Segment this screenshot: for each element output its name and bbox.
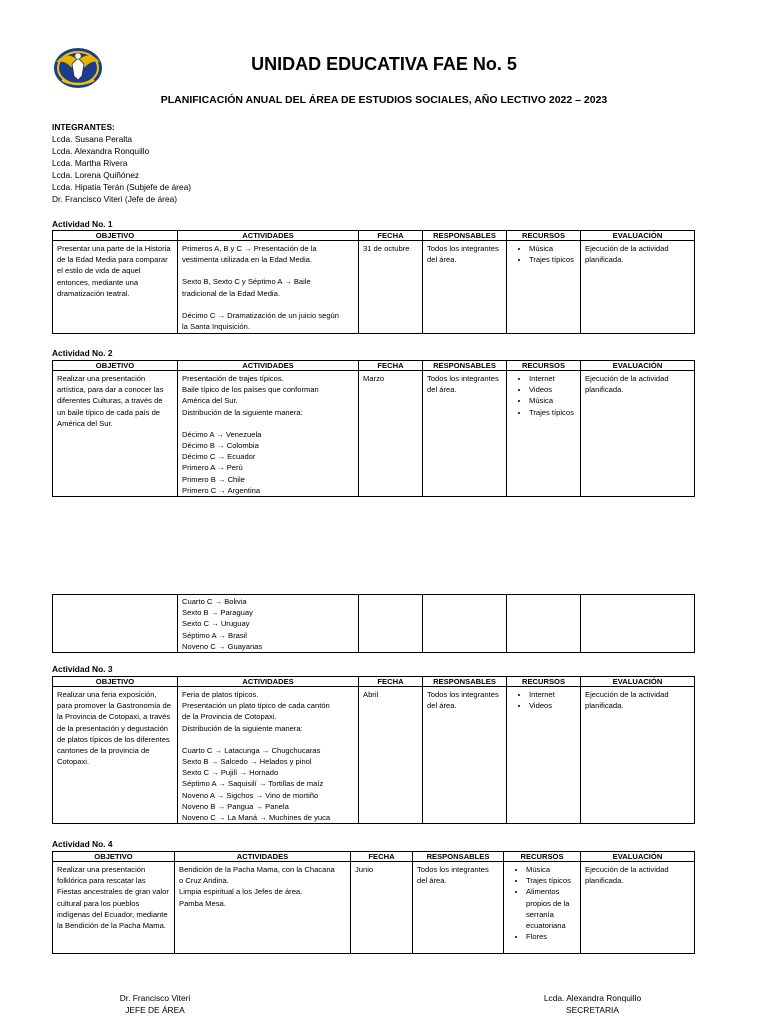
col-header-objetivo: OBJETIVO [53,677,178,687]
actividades-cell [178,595,359,653]
col-header-responsables: RESPONSABLES [423,677,507,687]
objetivo-cell: Presentar una parte de la Historia de la Edad Media para comparar el estilo de vida de aquel entonces, mediante una dramatización teatral. [53,241,178,334]
actividad-line: Décimo A → Venezuela [182,429,262,439]
col-header-responsables: RESPONSABLES [423,361,507,371]
actividades-cell [175,862,351,954]
fecha-cell: Abril [359,687,423,824]
signature-role: SECRETARIA [566,1005,619,1015]
col-header-objetivo: OBJETIVO [53,231,178,241]
activity-2-continuation-table [52,594,695,653]
evaluacion-cell: Ejecución de la actividad planificada. [581,371,695,497]
recurso-item: • Videos [529,700,576,711]
recursos-list [511,373,576,418]
signature-block-secretaria [520,992,665,1016]
actividades-cell [178,687,359,824]
col-header-recursos: RECURSOS [507,677,581,687]
table-row [53,595,695,653]
document-title: UNIDAD EDUCATIVA FAE No. 5 [251,54,517,74]
recursos-list [508,864,576,942]
activity-2-label: Actividad No. 2 [52,348,113,358]
fecha-cell: Marzo [359,371,423,497]
actividad-line: de la Provincia de Cotopaxi. [182,712,277,722]
fecha-cell: Junio [351,862,413,954]
table-row [53,371,695,497]
col-header-responsables: RESPONSABLES [423,231,507,241]
actividad-line: tradicional de la Edad Media. [182,288,280,298]
col-header-responsables: RESPONSABLES [413,852,504,862]
activity-3-table [52,676,695,824]
actividad-line: Primeros A, B y C → Presentación de la [182,244,317,253]
col-header-recursos: RECURSOS [507,231,581,241]
table-header-row [53,677,695,687]
actividad-line: América del Sur. [182,396,238,406]
actividad-line: Primero B → Chile [182,474,245,484]
table-row [53,687,695,824]
actividades-cell [178,371,359,497]
col-header-evaluacion: EVALUACIÓN [581,677,695,687]
recurso-item: • Música [529,243,576,254]
actividad-line: Sexto B → Salcedo → Helados y pinol [182,757,312,767]
col-header-fecha: FECHA [351,852,413,862]
recurso-item: • Internet [529,373,576,384]
col-header-fecha: FECHA [359,361,423,371]
activity-4-table [52,851,695,954]
responsables-cell: Todos los integrantes del área. [423,371,507,497]
col-header-actividades: ACTIVIDADES [178,231,359,241]
actividad-line: Sexto C → Uruguay [182,619,250,629]
activity-2-table [52,360,695,497]
recursos-list [511,243,576,265]
col-header-actividades: ACTIVIDADES [178,361,359,371]
signature-block-jefe [95,992,215,1016]
responsables-cell [423,595,507,653]
evaluacion-cell: Ejecución de la actividad planificada. [581,241,695,334]
evaluacion-cell: Ejecución de la actividad planificada. [581,687,695,824]
col-header-recursos: RECURSOS [504,852,581,862]
members-list [52,121,191,205]
table-row [53,241,695,334]
document-subtitle: PLANIFICACIÓN ANUAL DEL ÁREA DE ESTUDIOS SOCIALES, AÑO LECTIVO 2022 – 2023 [160,94,608,106]
col-header-evaluacion: EVALUACIÓN [581,361,695,371]
recurso-item: • Música [526,864,576,875]
col-header-fecha: FECHA [359,231,423,241]
actividad-line: Sexto B → Paraguay [182,608,253,618]
objetivo-cell: Realizar una presentación artística, para dar a conocer las diferentes Culturas, a través de un baile típico de cada país de América del Sur. [53,371,178,497]
actividad-line: vestimenta utilizada en la Edad Media. [182,255,313,265]
activity-1-table [52,230,695,334]
evaluacion-cell [581,595,695,653]
actividad-line: Séptimo A → Brasil [182,630,247,640]
actividad-line: Presentación un plato típico de cada cantón [182,701,330,711]
actividad-line: o Cruz Andina. [179,876,229,886]
responsables-cell: Todos los integrantes del área. [423,687,507,824]
actividad-line: Distribución de la siguiente manera: [182,407,303,417]
member-item: Dr. Francisco Viteri (Jefe de área) [52,194,178,204]
table-header-row [53,361,695,371]
recurso-item: • Internet [529,689,576,700]
fecha-cell [359,595,423,653]
objetivo-cell: Realizar una presentación folklórica para rescatar las Fiestas ancestrales de gran valor cultural para los pueblos indígenas del Ecuador, mediante la Bendición de la Pacha Mama. [53,862,175,954]
actividad-line: Décimo C → Dramatización de un juicio según [182,310,340,320]
recurso-item: • Videos [529,384,576,395]
member-item: Lcda. Susana Peralta [52,134,133,144]
col-header-objetivo: OBJETIVO [53,852,175,862]
table-header-row [53,852,695,862]
actividad-line: Cuarto C → Latacunga → Chugchucaras [182,745,321,755]
actividad-line: Limpia espiritual a los Jefes de área. [179,887,303,897]
member-item: Lcda. Hipatia Terán (Subjefe de área) [52,182,192,192]
actividad-line: Sexto C → Pujilí → Hornado [182,768,279,778]
activity-3-label: Actividad No. 3 [52,664,113,674]
col-header-evaluacion: EVALUACIÓN [581,852,695,862]
table-header-row [53,231,695,241]
recursos-cell [504,862,581,954]
fecha-cell: 31 de octubre [359,241,423,334]
actividad-line: Noveno C → Guayanas [182,641,263,651]
actividad-line: Primero A → Perú [182,463,243,473]
recursos-cell [507,241,581,334]
signature-name: Lcda. Alexandra Ronquillo [543,993,642,1003]
actividad-line: Sexto B, Sexto C y Séptimo A → Baile [182,277,311,287]
actividad-line: Noveno C → La Maná → Muchines de yuca [182,813,331,823]
actividades-cell [178,241,359,334]
recursos-list [511,689,576,711]
responsables-cell: Todos los integrantes del área. [413,862,504,954]
objetivo-cell: Realizar una feria exposición, para promover la Gastronomía de la Provincia de Cotopaxi, a través de la presentación y degustación de platos típicos de los diferentes cantones de la provincia de Cotopaxi. [53,687,178,824]
actividad-line: Bendición de la Pacha Mama, con la Chacana [179,865,335,874]
signature-name: Dr. Francisco Viteri [119,993,191,1003]
recurso-item: • Trajes típicos [529,254,576,265]
recursos-cell [507,595,581,653]
col-header-fecha: FECHA [359,677,423,687]
recurso-item: • Flores [526,931,576,942]
actividad-line: Noveno A → Sigchos → Vino de mortiño [182,790,319,800]
member-item: Lcda. Lorena Quiñónez [52,170,140,180]
actividad-line: Décimo B → Colombia [182,441,259,451]
col-header-objetivo: OBJETIVO [53,361,178,371]
signature-role: JEFE DE ÁREA [125,1005,185,1015]
activity-4-label: Actividad No. 4 [52,839,113,849]
actividad-line: Presentación de trajes típicos. [182,374,284,383]
recursos-cell [507,687,581,824]
actividad-line: Noveno B → Pangua → Panela [182,801,289,811]
objetivo-cell [53,595,178,653]
responsables-cell: Todos los integrantes del área. [423,241,507,334]
member-item: Lcda. Alexandra Ronquillo [52,146,150,156]
actividad-line: Séptimo A → Saquisilí → Tortillas de maíz [182,779,324,789]
member-item: Lcda. Martha Rivera [52,158,128,168]
recurso-item: • Trajes típicos [526,875,576,886]
actividad-line: Pamba Mesa. [179,898,226,908]
col-header-actividades: ACTIVIDADES [175,852,351,862]
recurso-item: • Música [529,395,576,406]
recurso-item: • Trajes típicos [529,407,576,418]
col-header-actividades: ACTIVIDADES [178,677,359,687]
col-header-evaluacion: EVALUACIÓN [581,231,695,241]
recurso-item: • Alimentos propios de la serranía ecuatoriana [526,886,576,931]
actividad-line: Baile típico de los países que conforman [182,385,319,395]
actividad-line: Cuarto C → Bolivia [182,597,247,606]
actividad-line: Distribución de la siguiente manera: [182,723,303,733]
evaluacion-cell: Ejecución de la actividad planificada. [581,862,695,954]
activity-1-label: Actividad No. 1 [52,219,113,229]
members-heading: INTEGRANTES: [52,122,115,132]
actividad-line: la Santa Inquisición. [182,322,250,332]
actividad-line: Décimo C → Ecuador [182,452,256,462]
col-header-recursos: RECURSOS [507,361,581,371]
recursos-cell [507,371,581,497]
actividad-line: Primero C → Argentina [182,485,261,495]
table-row [53,862,695,954]
actividad-line: Feria de platos típicos. [182,690,259,699]
